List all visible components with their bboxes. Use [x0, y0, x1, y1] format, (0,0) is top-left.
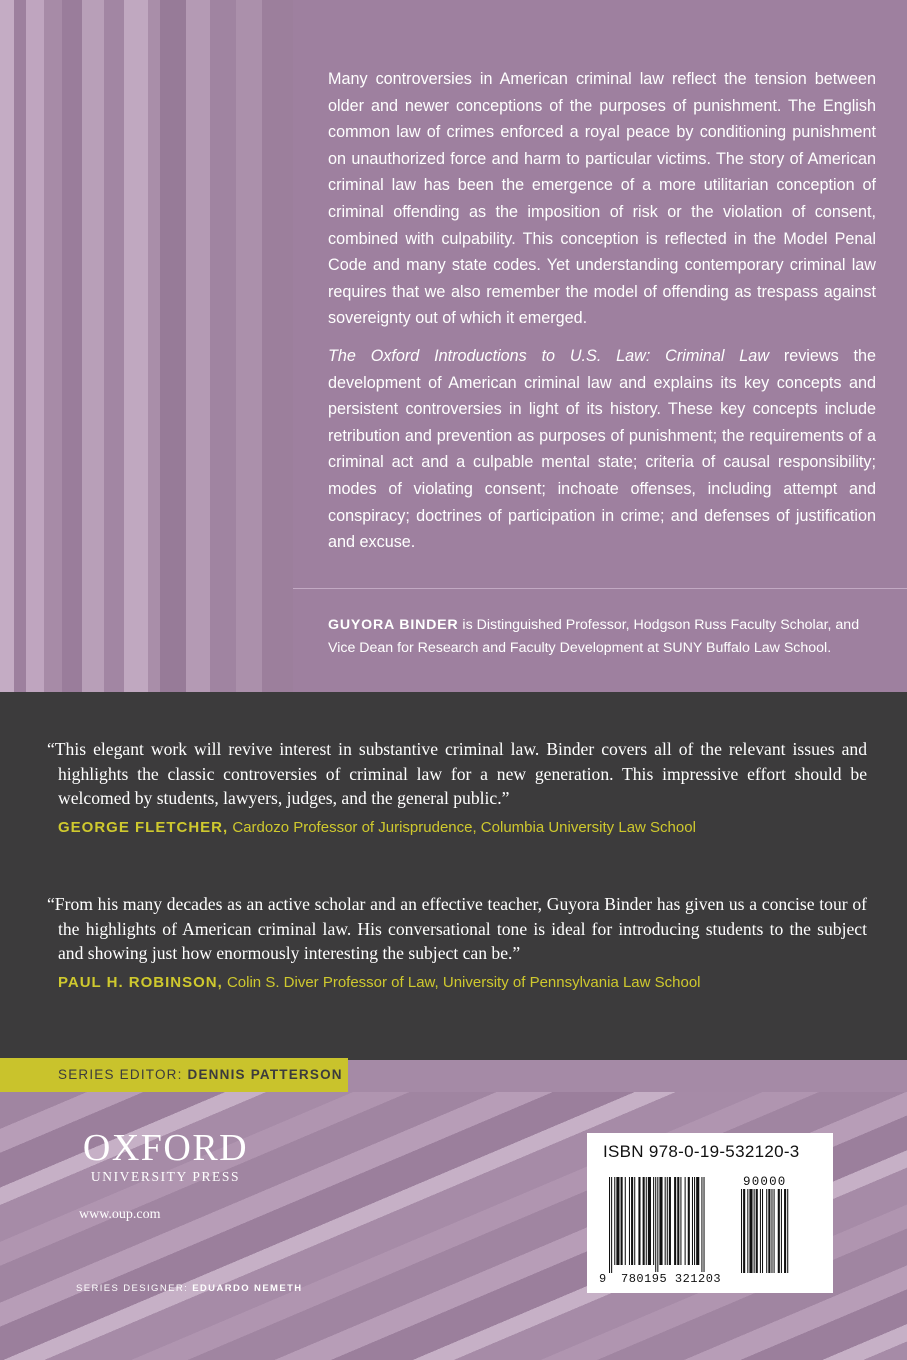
endorser-affiliation: Cardozo Professor of Jurisprudence, Columbia University Law School — [228, 818, 696, 836]
endorsement-quote — [47, 737, 867, 836]
quote-attribution — [58, 974, 867, 991]
quote-text: “This elegant work will revive interest in substantive criminal law. Binder covers all of the relevant issues and highlights the classic controversies of criminal law for a new generation. This impressive effort should be welcomed by students, lawyers, judges, and the general public.” — [47, 739, 867, 808]
series-editor-tab — [0, 1058, 348, 1092]
endorser-name: PAUL H. ROBINSON, — [58, 973, 223, 991]
endorser-name: GEORGE FLETCHER, — [58, 818, 229, 836]
author-bio — [328, 614, 888, 660]
addon-barcode-icon — [741, 1189, 809, 1273]
ean-digits: 780195 321203 — [621, 1272, 722, 1286]
barcode-icon — [609, 1177, 735, 1273]
series-editor-name: DENNIS PATTERSON — [187, 1067, 343, 1082]
endorsement-quote — [47, 892, 867, 991]
isbn-barcode-box — [587, 1133, 833, 1293]
isbn-label: ISBN 978-0-19-532120-3 — [603, 1142, 800, 1161]
quote-attribution — [58, 819, 867, 836]
panel-divider — [293, 588, 907, 589]
quote-text: “From his many decades as an active scholar and an effective teacher, Guyora Binder has given us a concise tour of the highlights of American criminal law. His conversational tone is ideal for introducing students to the subject and showing just how enormously interesting the subject can be.” — [47, 894, 867, 963]
series-designer-name: EDUARDO NEMETH — [192, 1283, 303, 1294]
series-designer-credit — [76, 1283, 303, 1294]
publisher-name: OXFORD — [82, 1127, 249, 1169]
publisher-logo — [78, 1128, 253, 1186]
series-designer-label: SERIES DESIGNER: — [76, 1283, 193, 1294]
book-title: The Oxford Introductions to U.S. Law: Criminal Law — [328, 346, 770, 365]
description-paragraph — [328, 343, 876, 556]
publisher-website: www.oup.com — [79, 1207, 161, 1222]
author-name: GUYORA BINDER — [328, 617, 459, 633]
description-text: reviews the development of American criminal law and explains its key concepts and persistent controversies in light of its history. These key concepts include retribution and prevention as purposes of punishment; the requirements of a criminal act and a culpable mental state; criteria of causal responsibility; modes of violating consent; inchoate offenses, including attempt and conspiracy; doctrines of participation in crime; and defenses of justification and excuse. — [328, 346, 876, 552]
series-editor-label: SERIES EDITOR: — [58, 1067, 188, 1082]
book-description — [328, 66, 876, 567]
description-paragraph: Many controversies in American criminal law reflect the tension between older and newer conceptions of the purposes of punishment. The English common law of crimes enforced a royal peace by conditioning punishment on unauthorized force and harm to particular victims. The story of American criminal law has been the emergence of a more utilitarian conception of criminal offending as the imposition of risk or the violation of consent, combined with culpability. This conception is reflected in the Model Penal Code and many state codes. Yet understanding contemporary criminal law requires that we also remember the model of offending as trespass against sovereignty out of which it emerged. — [328, 70, 876, 328]
endorser-affiliation: Colin S. Diver Professor of Law, University of Pennsylvania Law School — [222, 973, 701, 991]
publisher-subtitle: UNIVERSITY PRESS — [90, 1169, 241, 1184]
ean-lead-digit: 9 — [599, 1272, 607, 1286]
addon-digits: 90000 — [743, 1175, 787, 1189]
author-bio-text: is Distinguished Professor, Hodgson Russ Faculty Scholar, and Vice Dean for Research and Faculty Development at SUNY Buffalo Law School. — [328, 617, 860, 656]
